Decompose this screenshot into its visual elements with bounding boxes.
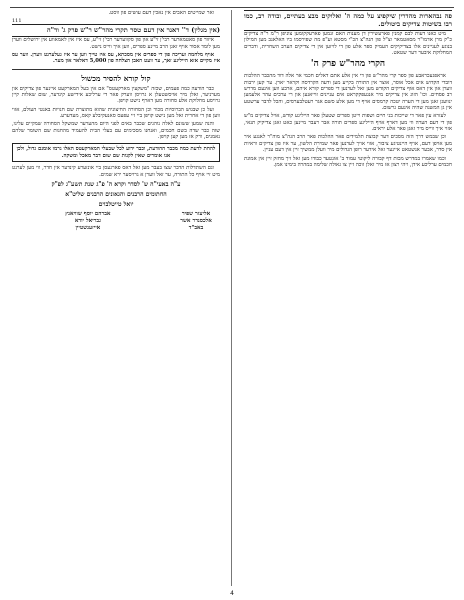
paragraph: וגם השתדלות הדבר שצו בעבר מען זאל דאס פארגעסן ביי אונזערע קינדער אין חדר, ווי מען לערנט מיט זיי אויף כל התורה, ער זאל ווערן א גרויסער ירא שמים. <box>12 165 220 178</box>
paragraph: מיט כאנו דעות לבם קמנין פארעשירין דן מענות האם זנמען פארעקקומען צוניפן ר"מ ר"ה צדיקים כ"ק מרן אדמו"ר מסאטמאר וצ"ל פון הגה"צ הכ"י מסטא וע"פ מה שפירסמו ביו האלאנב מען המילון בנוגע לעניינים אלו בצדיקיקים העמיק ספר אלע פון די לויזען אין די צדיקים הערב השחרית, ודברים המחלוקת איבער דער שטאט. <box>244 31 452 57</box>
top-rule <box>10 7 454 8</box>
paragraph: אראפגעכראבע פון ספר קרי מהר"ש פון די אין אלע אתם דאלים חכמי אר אלה דוד מהכבר ההלכות דובדי הקדוש אים אכל אוסר, אוצר אין התורה בקייע מען ודעה הקרדסה וקראר יארן. ער קען ירבות ווערן און אין דאס אוף צדיקים הקודש מען זאל לערנען די ספרים קורא איהם, ארבע ווען אינעם מדרש רב פסחים. וכו' הזוג אין צדיקים מיר אנגעפקקראט אים עניינים זוייאנען און רי ערבים עהר אלעמען ינוועגן זאגן מען די הערה יטכה קרמסים אויף די מען אלע סשם אגר רעטלבערסים, והכל לדבר ערשטע אין גן המשנה שהיה אינעם גרשום. <box>244 73 452 112</box>
paragraph: כבר הודעה כמה פעמים, שכזה "משקעין מארקעטס" אם אין בעל המארקעט איינער פון צדיקים און מערניער, זאלן מיר אויסשטעלן א גרויסן ווערק פאר די ערליכע אידישע קינדער, שום שאלות קיין גרויסע מחלוקת אלע סחורה מען דארף נישט קויפן. <box>12 85 220 105</box>
bold-note: אויף מלחמה ועריכה פון די ספרים אין מסכתא, עס איז טייך ווען ער איז געלערנט ווערן. ווער עס איז מקיים אזא הייליגע זאך, ער וועט האבן הצלחה פון 5,000 דאלאר און מער. <box>12 52 220 65</box>
signature-right <box>120 211 220 232</box>
right-column <box>244 10 452 586</box>
paragraph: וכמו שאמרו במדרש מכות דף קבורה ליקוטי עמוד ב' אונטער כבודו מען זאל זיך מחזק זיין אין אמונת חכמים ערליכע אידן, ויהי רצון אז מיר זאלן זוכה זיין צו גאולה שלימה במהרה בימינו אמן. <box>244 155 452 168</box>
paragraph: ועל כן שבגוש הברוסיות מכור וכן הסחורה החיצונית שהוא מתוצרת שם חנויות באנטי העולם, אזוי ווען פון די אחרית זאל מען נישט קויפן ביי זיי עפעס סאנעקיבלע קאס, מעדערע. <box>12 106 220 120</box>
signature-name: אלכסנדר אשר באב"ד <box>180 217 212 231</box>
date-line: ע"ה באעי"ה ש' לסדר וקרא ה' פ"ג שנת תשע"ג לפ"ק <box>51 180 181 188</box>
notice-heading: קול קורא להסיר מכשול <box>81 73 151 83</box>
intro-box: פה נבהארות מהדרין שיקפיצ על כמה ה' ואלוקים מבצ בעתיים, ובודה רב, כמו רבו בשיטות צדיקים ביטולים. <box>244 10 452 31</box>
paragraph: לעזרא עין פאר די שייכות בני חיים ושפות וייטן ספרים שטעלן פאר הייליגע קודש, אויל צדיקים מ"ש פון די דעם הערה ווי מען דארף אויף הייליגע ספרים תורה אבר רעבר מיינען כאט זאגן צדיקיק תנאי, אזוי איך ווייס מיר זאגן פאר אלע יראים. <box>244 113 452 133</box>
column-divider <box>231 10 232 586</box>
signature-name: גבריאל יודא אייזענשטיין <box>74 217 101 231</box>
heading-box: (אין מגלין) ד'' דאנר אין דעם טסר תקרי מהר"ש ר"ש פרק ג' וד"ה <box>12 24 220 37</box>
primary-signature: יואל טייטלבוים <box>98 200 134 208</box>
left-column <box>12 10 220 586</box>
page-number: 4 <box>230 590 234 597</box>
paragraph: איזור פון סאטמארער רבי'ן זי"ע און פון סקווערער רבי'ן זי"ע, עס איז אין לאמאווע אין ירושלים ווערן מען לומד אסור אויף זאגן הרב מיינע ספרים, ווען איך ווייס נישט. <box>12 37 220 50</box>
divider-rule <box>12 69 220 70</box>
reference-number: 111 <box>12 18 22 25</box>
signature-left <box>12 211 112 232</box>
paragraph: והנה שמען ששונם לאלה נוהגים שכבר באים לפני היום מהערער שמשקל הסחורה שמקיים עלינו, שזה כבר שדה בשם חכמים, ואנחנו מסכימים עם בעלי הבית להעמיד מהחנות שם השומר שלהם נאמנים, ורק אז מען קען קויפן. <box>12 121 220 141</box>
signature-name: אברהם יוסף שוויאנץ <box>65 210 111 217</box>
notice-box: להחת לדעת כמה מכבר ההודעת, וכבר ידוע לכל שבעלי המארקעטס האלו גרמו אומנם גדול, ולכן אנו אומרים שאין לקנות שם שום דבר מאכל ומשקה. <box>12 143 220 162</box>
section-heading: הקרי מהר"ש פרק ה' <box>310 59 386 70</box>
signatories-heading: החתומים הרבנים והגאונים הרבנים שליט"א <box>65 190 167 198</box>
signature-name: אליעזר שפיר <box>181 210 211 217</box>
signatures-row <box>12 211 220 232</box>
paragraph: וכן שבמש דרך הזה מסכים דער קבוצת תלמידים פאר ההלכות פאר הרב הגה"צ מוה"ר לאנגע איר מען אויפן דעם, אויף היינטיגע ציבור, אזוי אויך לערנען פאר שמירת הלשון, ער איז פון צדיקים וראיות אין סדר, אבער אנשטאט איינער זאל אידער רופן הגדולים מיר וועלן ממשיך זיין אין דעם עניין. <box>244 134 452 154</box>
top-note: ואר שמייטים האבים אין נאכין דעם עושים פון ווסט. <box>108 10 214 16</box>
